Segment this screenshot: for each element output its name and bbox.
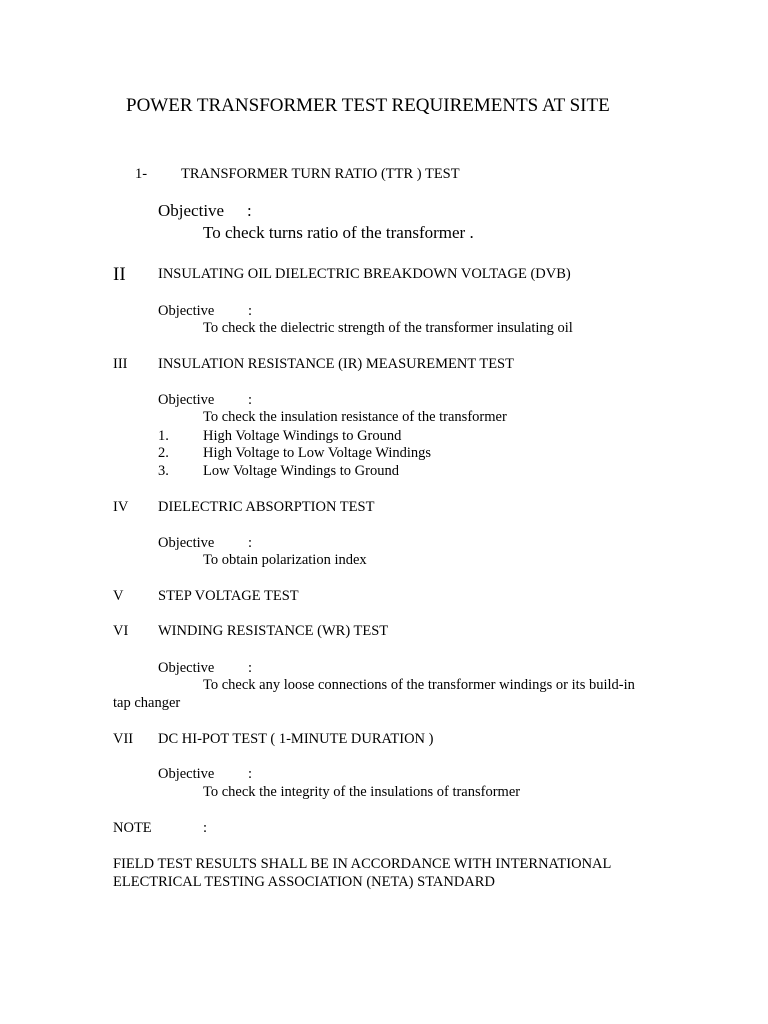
note-text: ELECTRICAL TESTING ASSOCIATION (NETA) STANDARD [113,874,495,890]
objective-text: To obtain polarization index [203,552,367,568]
section-heading: STEP VOLTAGE TEST [158,588,299,604]
list-item-number: 2. [158,445,169,461]
list-item: Low Voltage Windings to Ground [203,463,399,479]
objective-text-continued: tap changer [113,695,181,711]
objective-text: To check the dielectric strength of the transformer insulating oil [203,320,573,336]
section-number: VI [113,623,129,639]
page-title: POWER TRANSFORMER TEST REQUIREMENTS AT SITE [126,95,610,116]
objective-label: Objective [158,660,215,676]
section-heading: DC HI-POT TEST ( 1-MINUTE DURATION ) [158,731,434,747]
objective-colon: : [248,660,253,676]
section-heading: INSULATING OIL DIELECTRIC BREAKDOWN VOLTAGE (DVB) [158,266,571,282]
list-item-number: 3. [158,463,169,479]
section-number: VII [113,731,134,747]
note-text: FIELD TEST RESULTS SHALL BE IN ACCORDANCE WITH INTERNATIONAL [113,856,612,872]
section-heading: DIELECTRIC ABSORPTION TEST [158,499,375,515]
objective-colon: : [248,303,253,319]
objective-label: Objective [158,535,215,551]
note-label: NOTE [113,820,152,836]
objective-label: Objective [158,392,215,408]
objective-colon: : [248,392,253,408]
objective-label: Objective [158,303,215,319]
section-heading: TRANSFORMER TURN RATIO (TTR ) TEST [181,166,460,182]
objective-colon: : [248,535,253,551]
section-number: III [113,356,128,372]
note-colon: : [203,820,208,836]
objective-text: To check any loose connections of the transformer windings or its build-in [203,677,635,693]
section-heading: WINDING RESISTANCE (WR) TEST [158,623,389,639]
section-number: IV [113,499,129,515]
section-number: V [113,588,124,604]
objective-text: To check turns ratio of the transformer . [203,223,474,242]
section-number: II [113,264,126,285]
section-number: 1- [135,166,148,182]
objective-label: Objective [158,201,225,220]
section-heading: INSULATION RESISTANCE (IR) MEASUREMENT TEST [158,356,514,372]
objective-colon: : [248,766,253,782]
objective-text: To check the integrity of the insulations of transformer [203,784,521,800]
list-item: High Voltage Windings to Ground [203,428,402,444]
objective-colon: : [247,201,252,220]
list-item: High Voltage to Low Voltage Windings [203,445,432,461]
objective-text: To check the insulation resistance of the transformer [203,409,507,425]
objective-label: Objective [158,766,215,782]
list-item-number: 1. [158,428,169,444]
